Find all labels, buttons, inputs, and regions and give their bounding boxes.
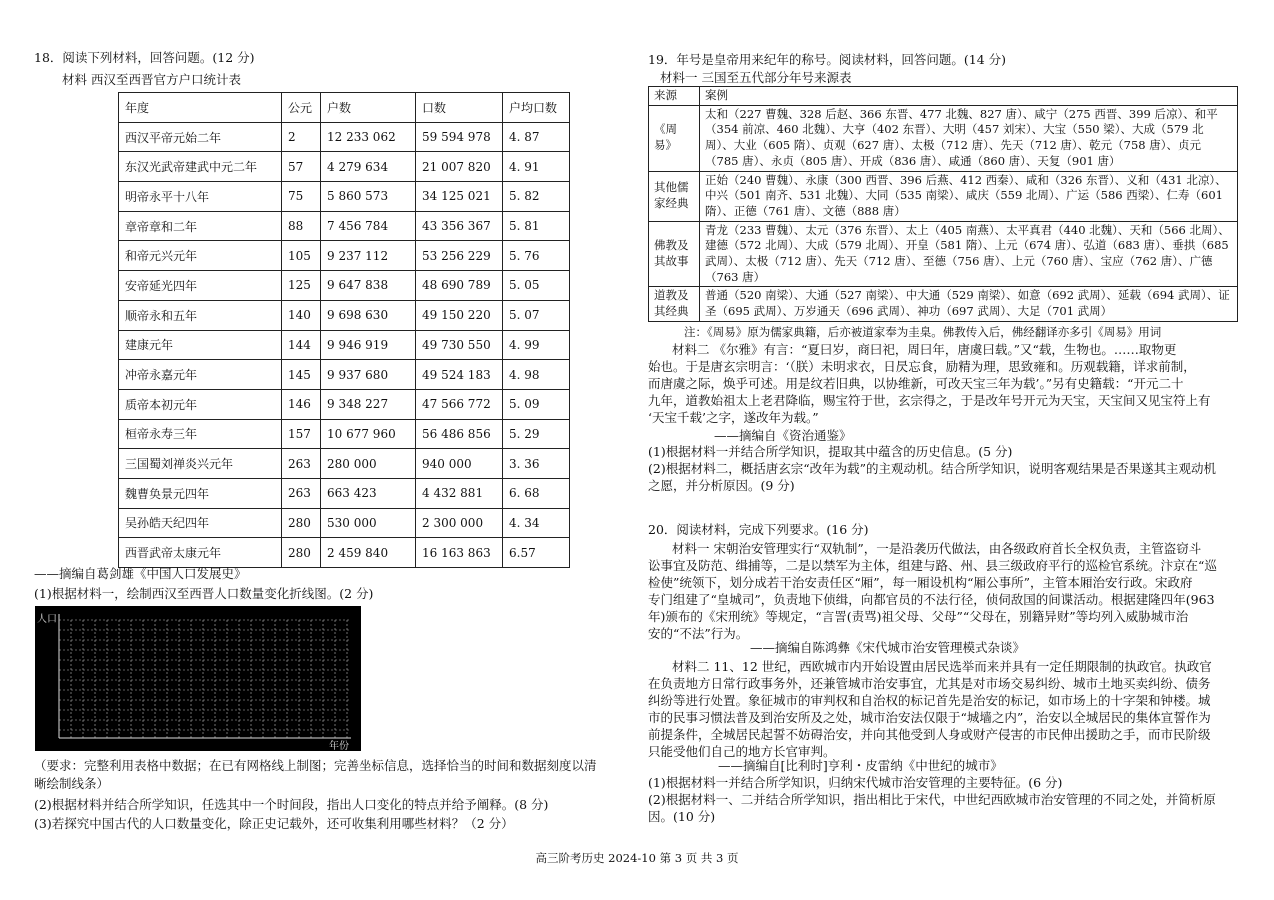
q18-question-3: (3)若探究中国古代的人口数量变化，除正史记载外，还可收集利用哪些材料？（2 分） bbox=[34, 816, 514, 831]
table-cell: 5. 07 bbox=[503, 300, 570, 330]
table-cell: 6. 68 bbox=[503, 478, 570, 508]
table-row bbox=[649, 221, 1238, 287]
table-cell: 魏曹奂景元四年 bbox=[119, 478, 282, 508]
population-table bbox=[118, 92, 570, 568]
table-row bbox=[649, 287, 1238, 321]
paragraph-line: 年)颁布的《宋刑统》等规定，“言詈(责骂)祖父母、父母”“父母在，别籍异财”等均列入威胁城市治 bbox=[648, 609, 1189, 624]
table-header-cell: 年度 bbox=[119, 93, 282, 123]
table-row bbox=[119, 419, 570, 449]
table-cell: 263 bbox=[282, 478, 321, 508]
q19-note: 注：《周易》原为儒家典籍，后亦被道家奉为圭臬。佛教传入后，佛经翻译亦多引《周易》用词 bbox=[684, 325, 1162, 339]
paragraph-line: 材料二 《尔雅》有言：“夏曰岁，商曰祀，周曰年，唐虞曰载。”又“载，生物也。……取物更 bbox=[672, 342, 1177, 357]
table-cell: 吴孙皓天纪四年 bbox=[119, 508, 282, 538]
table-cell: 东汉光武帝建武中元二年 bbox=[119, 152, 282, 182]
source-cell: 道教及其经典 bbox=[649, 287, 700, 321]
paragraph-line: 材料二 11、12 世纪，西欧城市内开始设置由居民选举而来并具有一定任期限制的执政官。执政官 bbox=[672, 659, 1212, 674]
table-row bbox=[649, 105, 1238, 171]
table-cell: 16 163 863 bbox=[416, 538, 503, 568]
table-cell: 125 bbox=[282, 271, 321, 301]
table-cell: 43 356 367 bbox=[416, 211, 503, 241]
table-cell: 21 007 820 bbox=[416, 152, 503, 182]
source-cell: 佛教及其故事 bbox=[649, 221, 700, 287]
paragraph-line: 专门组建了“皇城司”，负责地下侦缉，向都官员的不法行径，侦伺敌国的间谍活动。根据建隆四年(963 bbox=[648, 592, 1215, 607]
table-cell: 桓帝永寿三年 bbox=[119, 419, 282, 449]
table-cell: 9 946 919 bbox=[321, 330, 416, 360]
paragraph-line: 始也。于是唐玄宗明言：‘（朕）未明求衣，日昃忘食，励精为理，思致雍和。历观载籍，详求前制， bbox=[648, 359, 1196, 374]
q19-question-2-line2: 之愿，并分析原因。(9 分) bbox=[648, 478, 795, 493]
table-cell: 5. 82 bbox=[503, 182, 570, 212]
chart-grid-area[interactable] bbox=[35, 606, 361, 751]
table-row bbox=[119, 271, 570, 301]
table-cell: 7 456 784 bbox=[321, 211, 416, 241]
table-header-cell: 公元 bbox=[282, 93, 321, 123]
table-row bbox=[119, 478, 570, 508]
table-cell: 10 677 960 bbox=[321, 419, 416, 449]
table-cell: 49 524 183 bbox=[416, 360, 503, 390]
table-cell: 5. 29 bbox=[503, 419, 570, 449]
table-cell: 144 bbox=[282, 330, 321, 360]
q18-requirement-line1: （要求：完整利用表格中数据；在已有网格线上制图；完善坐标信息，选择恰当的时间和数据刻度以清 bbox=[34, 758, 597, 773]
q19-title: 19．年号是皇帝用来纪年的称号。阅读材料，回答问题。(14 分) bbox=[648, 52, 1007, 67]
table-cell: 263 bbox=[282, 449, 321, 479]
table-cell: 2 459 840 bbox=[321, 538, 416, 568]
table-header-row bbox=[119, 93, 570, 123]
paragraph-line: 在负责地方日常行政事务外，还兼管城市治安事宜，尤其是对市场交易纠纷、城市土地买卖纠纷、债务 bbox=[648, 676, 1211, 691]
paragraph-line: 材料一 宋朝治安管理实行“双轨制”，一是沿袭历代做法，由各级政府首长全权负责，主管盗窃斗 bbox=[672, 541, 1202, 556]
table-cell: 56 486 856 bbox=[416, 419, 503, 449]
table-header-cell: 口数 bbox=[416, 93, 503, 123]
q18-question-1: (1)根据材料一，绘制西汉至西晋人口数量变化折线图。(2 分) bbox=[34, 586, 374, 601]
table-cell: 49 150 220 bbox=[416, 300, 503, 330]
table-header-cell: 户均口数 bbox=[503, 93, 570, 123]
q20-material-2-source: ——摘编自[比利时]亨利・皮雷纳《中世纪的城市》 bbox=[718, 758, 1003, 773]
table-cell: 9 937 680 bbox=[321, 360, 416, 390]
table-cell: 安帝延光四年 bbox=[119, 271, 282, 301]
table-cell: 280 bbox=[282, 538, 321, 568]
table-cell: 9 237 112 bbox=[321, 241, 416, 271]
table-cell: 48 690 789 bbox=[416, 271, 503, 301]
table-cell: 530 000 bbox=[321, 508, 416, 538]
examples-cell: 普通（520 南梁）、大通（527 南梁）、中大通（529 南梁）、如意（692 武周）、延载（694 武周）、证圣（695 武周）、万岁通天（696 武周）、神功（697 武周）、大足（701 武周） bbox=[700, 287, 1238, 321]
paragraph-line: 只能受他们自己的地方长官审判。 bbox=[648, 744, 836, 759]
table-row bbox=[119, 122, 570, 152]
source-cell: 其他儒家经典 bbox=[649, 171, 700, 221]
table-cell: 5. 09 bbox=[503, 389, 570, 419]
table-cell: 质帝本初元年 bbox=[119, 389, 282, 419]
q18-requirement-line2: 晰绘制线条） bbox=[34, 776, 110, 791]
table-cell: 4 279 634 bbox=[321, 152, 416, 182]
table-cell: 47 566 772 bbox=[416, 389, 503, 419]
table-cell: 57 bbox=[282, 152, 321, 182]
table-cell: 12 233 062 bbox=[321, 122, 416, 152]
examples-cell: 太和（227 曹魏、328 后赵、366 东晋、477 北魏、827 唐）、咸宁（275 西晋、399 后凉）、和平（354 前凉、460 北魏）、大亨（402 东晋）、大明（457 刘宋）、大宝（550 梁）、大成（579 北周）、大业（605 隋）、贞观（627 唐）、太极（712 唐）、先天（712 唐）、乾元（758 唐）、贞元（785 唐）、永贞（805 唐）、开成（836 唐）、咸通（860 唐）、天复（901 唐） bbox=[700, 105, 1238, 171]
table-cell: 280 bbox=[282, 508, 321, 538]
table-cell: 140 bbox=[282, 300, 321, 330]
q20-title: 20．阅读材料，完成下列要求。(16 分) bbox=[648, 522, 869, 537]
table-cell: 105 bbox=[282, 241, 321, 271]
table-cell: 4 432 881 bbox=[416, 478, 503, 508]
table-cell: 西汉平帝元始二年 bbox=[119, 122, 282, 152]
paragraph-line: 讼事宜及防范、缉捕等，二是以禁军为主体，组建与路、州、县三级政府平行的巡检官系统。汴京在“巡 bbox=[648, 558, 1217, 573]
q19-question-2-line1: (2)根据材料二，概括唐玄宗“改年为载”的主观动机。结合所学知识，说明客观结果是否果遂其主观动机 bbox=[648, 461, 1216, 476]
source-cell: 《周易》 bbox=[649, 105, 700, 171]
q20-question-2-line1: (2)根据材料一、二并结合所学知识，指出相比于宋代，中世纪西欧城市治安管理的不同之处，并简析原 bbox=[648, 792, 1216, 807]
q20-question-2-line2: 因。(10 分) bbox=[648, 809, 716, 824]
table-cell: 75 bbox=[282, 182, 321, 212]
table-header-cell: 户数 bbox=[321, 93, 416, 123]
q18-title: 18．阅读下列材料，回答问题。(12 分) bbox=[34, 50, 255, 65]
table-row bbox=[119, 538, 570, 568]
paragraph-line: 安的“不法”行为。 bbox=[648, 626, 749, 641]
x-axis-label: 年份 bbox=[329, 741, 349, 751]
table-header-row bbox=[649, 87, 1238, 106]
table-cell: 4. 98 bbox=[503, 360, 570, 390]
table-cell: 和帝元兴元年 bbox=[119, 241, 282, 271]
table-cell: 53 256 229 bbox=[416, 241, 503, 271]
table-cell: 5. 76 bbox=[503, 241, 570, 271]
table-cell: 6.57 bbox=[503, 538, 570, 568]
table-row bbox=[119, 211, 570, 241]
table-cell: 59 594 978 bbox=[416, 122, 503, 152]
table-cell: 4. 99 bbox=[503, 330, 570, 360]
table-row bbox=[119, 330, 570, 360]
paragraph-line: 纠纷等进行处置。象征城市的审判权和自治权的标记首先是治安的标记，如市场上的十字架和钟楼。城 bbox=[648, 693, 1211, 708]
paragraph-line: 检使”统领下，划分成若干治安责任区“厢”，每一厢设机构“厢公事所”，主管本厢治安行政。宋政府 bbox=[648, 575, 1193, 590]
table-cell: 9 348 227 bbox=[321, 389, 416, 419]
table-cell: 2 300 000 bbox=[416, 508, 503, 538]
table-cell: 三国蜀刘禅炎兴元年 bbox=[119, 449, 282, 479]
table-cell: 940 000 bbox=[416, 449, 503, 479]
paragraph-line: ‘天宝千载’之字，遂改年为载。” bbox=[648, 410, 819, 425]
table-cell: 明帝永平十八年 bbox=[119, 182, 282, 212]
table-row bbox=[119, 449, 570, 479]
examples-cell: 青龙（233 曹魏）、太元（376 东晋）、太上（405 南燕）、太平真君（440 北魏）、天和（566 北周）、建德（572 北周）、大成（579 北周）、开皇（581 隋）、上元（674 唐）、弘道（683 唐）、垂拱（685 武周）、太极（712 唐）、先天（712 唐）、至德（756 唐）、上元（760 唐）、宝应（762 唐）、广德（763 唐） bbox=[700, 221, 1238, 287]
reign-title-table bbox=[648, 86, 1238, 322]
table-cell: 145 bbox=[282, 360, 321, 390]
table-cell: 9 698 630 bbox=[321, 300, 416, 330]
paragraph-line: 而唐虞之际，焕乎可述。用是纹若旧典，以协维新，可改天宝三年为载’。”另有史籍载：“开元二十 bbox=[648, 376, 1184, 391]
page-footer: 高三阶考历史 2024-10 第 3 页 共 3 页 bbox=[535, 851, 739, 865]
table-cell: 49 730 550 bbox=[416, 330, 503, 360]
table-cell: 冲帝永嘉元年 bbox=[119, 360, 282, 390]
table-cell: 663 423 bbox=[321, 478, 416, 508]
table-cell: 146 bbox=[282, 389, 321, 419]
q19-caption: 材料一 三国至五代部分年号来源表 bbox=[660, 70, 852, 85]
table-cell: 88 bbox=[282, 211, 321, 241]
table-row bbox=[119, 389, 570, 419]
table-row bbox=[119, 360, 570, 390]
table-cell: 西晋武帝太康元年 bbox=[119, 538, 282, 568]
paragraph-line: 前提条件，全城居民起誓不妨碍治安，并向其他受到人身或财产侵害的市民伸出援助之手，而市民阶级 bbox=[648, 727, 1211, 742]
table-row bbox=[119, 300, 570, 330]
table-cell: 4. 91 bbox=[503, 152, 570, 182]
table-header-cell: 案例 bbox=[700, 87, 1238, 106]
table-row bbox=[649, 171, 1238, 221]
table-cell: 4. 87 bbox=[503, 122, 570, 152]
q18-caption: 材料 西汉至西晋官方户口统计表 bbox=[62, 72, 241, 87]
q19-question-1: (1)根据材料一并结合所学知识，提取其中蕴含的历史信息。(5 分) bbox=[648, 444, 1013, 459]
table-cell: 9 647 838 bbox=[321, 271, 416, 301]
examples-cell: 正始（240 曹魏）、永康（300 西晋、396 后燕、412 西秦）、咸和（326 东晋）、义和（431 北凉）、中兴（501 南齐、531 北魏）、大同（535 南梁）、咸庆（559 北周）、广运（586 西梁）、仁寿（601 隋）、正德（761 唐）、文德（888 唐） bbox=[700, 171, 1238, 221]
table-cell: 5. 81 bbox=[503, 211, 570, 241]
table-cell: 280 000 bbox=[321, 449, 416, 479]
table-row bbox=[119, 182, 570, 212]
table-header-cell: 来源 bbox=[649, 87, 700, 106]
table-cell: 建康元年 bbox=[119, 330, 282, 360]
table-row bbox=[119, 241, 570, 271]
q20-question-1: (1)根据材料一并结合所学知识，归纳宋代城市治安管理的主要特征。(6 分) bbox=[648, 775, 1063, 790]
table-cell: 3. 36 bbox=[503, 449, 570, 479]
table-row bbox=[119, 508, 570, 538]
q20-material-1-source: ——摘编自陈鸿彝《宋代城市治安管理模式杂谈》 bbox=[750, 640, 1026, 655]
paragraph-line: 市的民事习惯法普及到治安所及之处，城市治安法仅限于“城墙之内”，治安以全城居民的集体宣誓作为 bbox=[648, 710, 1211, 725]
table-cell: 2 bbox=[282, 122, 321, 152]
table-cell: 顺帝永和五年 bbox=[119, 300, 282, 330]
table-cell: 34 125 021 bbox=[416, 182, 503, 212]
drawing-grid bbox=[35, 606, 361, 751]
table-cell: 4. 34 bbox=[503, 508, 570, 538]
y-axis-label: 人口 bbox=[37, 614, 57, 625]
table-cell: 157 bbox=[282, 419, 321, 449]
paragraph-line: 九年，道教始祖太上老君降临，赐宝符于世，玄宗得之，于是改年号开元为天宝，天宝间又见宝符上有 bbox=[648, 393, 1211, 408]
q18-question-2: (2)根据材料并结合所学知识，任选其中一个时间段，指出人口变化的特点并给予阐释。(8 分) bbox=[34, 797, 549, 812]
table-cell: 5 860 573 bbox=[321, 182, 416, 212]
table-row bbox=[119, 152, 570, 182]
q19-material-2-source: ——摘编自《资治通鉴》 bbox=[714, 428, 852, 443]
table-cell: 5. 05 bbox=[503, 271, 570, 301]
q18-source: ——摘编自葛剑雄《中国人口发展史》 bbox=[34, 566, 247, 581]
table-cell: 章帝章和二年 bbox=[119, 211, 282, 241]
